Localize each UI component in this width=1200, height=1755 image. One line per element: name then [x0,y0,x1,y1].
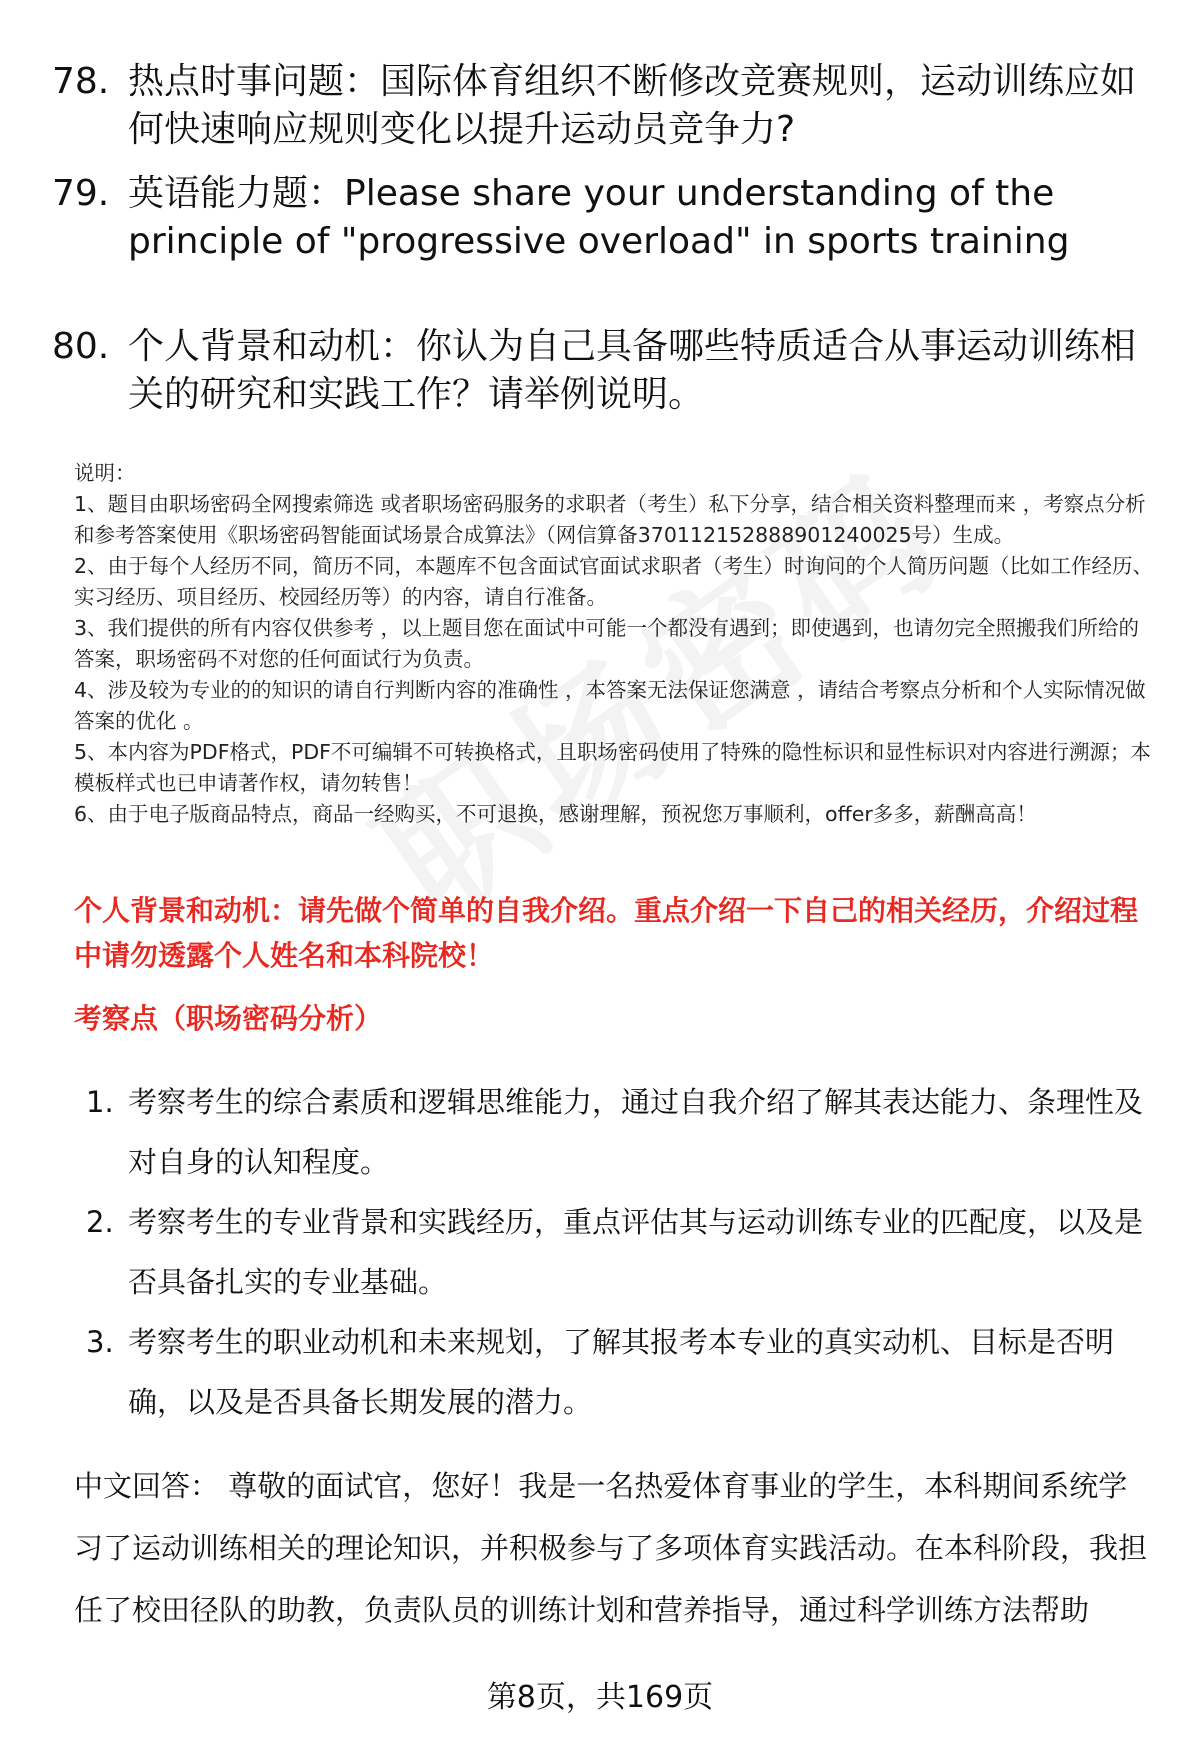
analysis-point [86,1072,1146,1192]
point-number: 1. [86,1085,114,1119]
question-text: 热点时事问题：国际体育组织不断修改竞赛规则，运动训练应如何快速响应规则变化以提升运动员竞争力? [128,61,1137,150]
question-text: 个人背景和动机：你认为自己具备哪些特质适合从事运动训练相关的研究和实践工作？请举例说明。 [128,326,1137,415]
analysis-point [86,1192,1146,1312]
answer-text: 中文回答： 尊敬的面试官，您好！我是一名热爱体育事业的学生，本科期间系统学习了运动训练相关的理论知识，并积极参与了多项体育实践活动。在本科阶段，我担任了校田径队的助教，负责队员的训练计划和营养指导，通过科学训练方法帮助 [74,1469,1148,1627]
analysis-points [86,1072,1146,1432]
disclaimer-notes [74,458,1154,830]
question-number: 78. [52,61,110,102]
analysis-point [86,1312,1146,1432]
note-item: 3、我们提供的所有内容仅供参考 ，以上题目您在面试中可能一个都没有遇到；即使遇到，也请勿完全照搬我们所给的答案，职场密码不对您的任何面试行为负责。 [74,616,1140,671]
question-number: 80. [52,326,110,367]
point-text: 考察考生的综合素质和逻辑思维能力，通过自我介绍了解其表达能力、条理性及对自身的认知程度。 [128,1085,1144,1179]
note-item: 6、由于电子版商品特点，商品一经购买，不可退换，感谢理解，预祝您万事顺利，offer多多，薪酬高高！ [74,802,1037,826]
question-78 [52,58,1152,154]
point-number: 2. [86,1205,114,1239]
point-text: 考察考生的职业动机和未来规划，了解其报考本专业的真实动机、目标是否明确，以及是否具备长期发展的潜力。 [128,1325,1115,1419]
point-text: 考察考生的专业背景和实践经历，重点评估其与运动训练专业的匹配度，以及是否具备扎实的专业基础。 [128,1205,1144,1299]
page-footer: 第8页，共169页 [486,1680,714,1715]
question-number: 79. [52,173,110,214]
note-item: 1、题目由职场密码全网搜索筛选 或者职场密码服务的求职者（考生）私下分享，结合相关资料整理而来 ，考察点分析和参考答案使用《职场密码智能面试场景合成算法》（网信算备370112152888901240025号）生成。 [74,492,1146,547]
point-number: 3. [86,1325,114,1359]
analysis-heading: 考察点（职场密码分析） [74,1002,383,1035]
question-80 [52,323,1152,419]
question-79 [52,170,1152,266]
interview-question-heading: 个人背景和动机：请先做个简单的自我介绍。重点介绍一下自己的相关经历，介绍过程中请勿透露个人姓名和本科院校！ [74,894,1139,972]
question-text: 英语能力题：Please share your understanding of the principle of "progressive overload" in sports training [128,173,1070,262]
note-item: 2、由于每个人经历不同，简历不同，本题库不包含面试官面试求职者（考生）时询问的个人简历问题（比如工作经历、实习经历、项目经历、校园经历等）的内容，请自行准备。 [74,554,1154,609]
note-item: 4、涉及较为专业的的知识的请自行判断内容的准确性 ，本答案无法保证您满意 ，请结合考察点分析和个人实际情况做答案的优化 。 [74,678,1146,733]
note-item: 5、本内容为PDF格式，PDF不可编辑不可转换格式，且职场密码使用了特殊的隐性标识和显性标识对内容进行溯源；本模板样式也已申请著作权，请勿转售！ [74,740,1151,795]
notes-title: 说明： [74,461,136,485]
